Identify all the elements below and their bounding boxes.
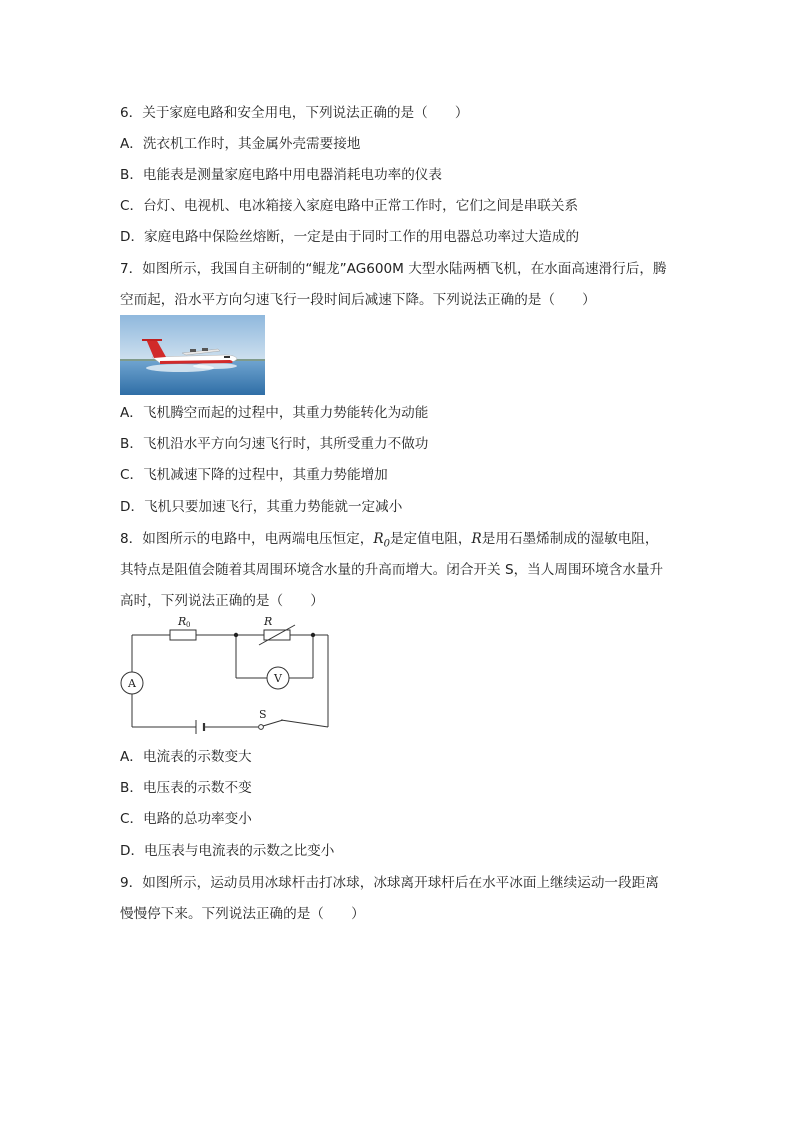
- q6-stem: 6．关于家庭电路和安全用电，下列说法正确的是（ ）: [120, 105, 469, 121]
- q8-stem-line1-part2: 是定值电阻，: [389, 531, 472, 547]
- q8-stem-line1-part3: 是用石墨烯制成的湿敏电阻，: [481, 531, 659, 547]
- circuit-svg: [118, 612, 334, 734]
- q7-stem-line2: 空而起，沿水平方向匀速飞行一段时间后减速下降。下列说法正确的是（ ）: [120, 292, 596, 308]
- q8-stem-line2: 其特点是阻值会随着其周围环境含水量的升高而增大。闭合开关 S，当人周围环境含水量升: [120, 562, 664, 578]
- r0-subscript: 0: [383, 538, 390, 550]
- seaplane-photo: [120, 315, 265, 395]
- q8-option-b: B．电压表的示数不变: [120, 780, 252, 796]
- r0-symbol: R: [373, 531, 384, 547]
- q6-option-a: A．洗衣机工作时，其金属外壳需要接地: [120, 136, 361, 152]
- junction-right: [311, 633, 315, 637]
- resistor-r0: [170, 630, 196, 640]
- label-switch: S: [259, 708, 267, 721]
- q7-option-b: B．飞机沿水平方向匀速飞行时，其所受重力不做功: [120, 436, 429, 452]
- q9-stem-line2: 慢慢停下来。下列说法正确的是（ ）: [120, 906, 365, 922]
- q8-stem-line1-part1: 8．如图所示的电路中，电两端电压恒定，: [120, 531, 374, 547]
- q7-option-c: C．飞机减速下降的过程中，其重力势能增加: [120, 467, 388, 483]
- q6-option-b: B．电能表是测量家庭电路中用电器消耗电功率的仪表: [120, 167, 442, 183]
- label-r0: R: [178, 615, 187, 628]
- q7-option-d: D．飞机只要加速飞行，其重力势能就一定减小: [120, 499, 403, 515]
- seaplane-illustration: [120, 315, 265, 395]
- label-ammeter: A: [128, 677, 136, 690]
- q6-option-c: C．台灯、电视机、电冰箱接入家庭电路中正常工作时，它们之间是串联关系: [120, 198, 579, 214]
- label-r: R: [264, 615, 273, 628]
- q8-stem-line3: 高时，下列说法正确的是（ ）: [120, 593, 324, 609]
- q7-stem-line1: 7．如图所示，我国自主研制的“鲲龙”AG600M 大型水陆两栖飞机，在水面高速滑行后，腾: [120, 261, 667, 277]
- q8-stem-line1: [120, 530, 659, 554]
- switch-pivot: [259, 725, 264, 730]
- q8-option-d: D．电压表与电流表的示数之比变小: [120, 843, 335, 859]
- label-r0-subscript: 0: [186, 621, 191, 629]
- q6-option-d: D．家庭电路中保险丝熔断，一定是由于同时工作的用电器总功率过大造成的: [120, 229, 580, 245]
- circuit-diagram: [118, 612, 334, 734]
- q7-option-a: A．飞机腾空而起的过程中，其重力势能转化为动能: [120, 405, 429, 421]
- q9-stem-line1: 9．如图所示，运动员用冰球杆击打冰球，冰球离开球杆后在水平冰面上继续运动一段距离: [120, 875, 659, 891]
- q8-option-a: A．电流表的示数变大: [120, 749, 252, 765]
- q8-option-c: C．电路的总功率变小: [120, 811, 252, 827]
- junction-left: [234, 633, 238, 637]
- wire-bottom-right: [281, 720, 328, 727]
- r-symbol: R: [471, 531, 482, 547]
- label-voltmeter: V: [274, 672, 282, 685]
